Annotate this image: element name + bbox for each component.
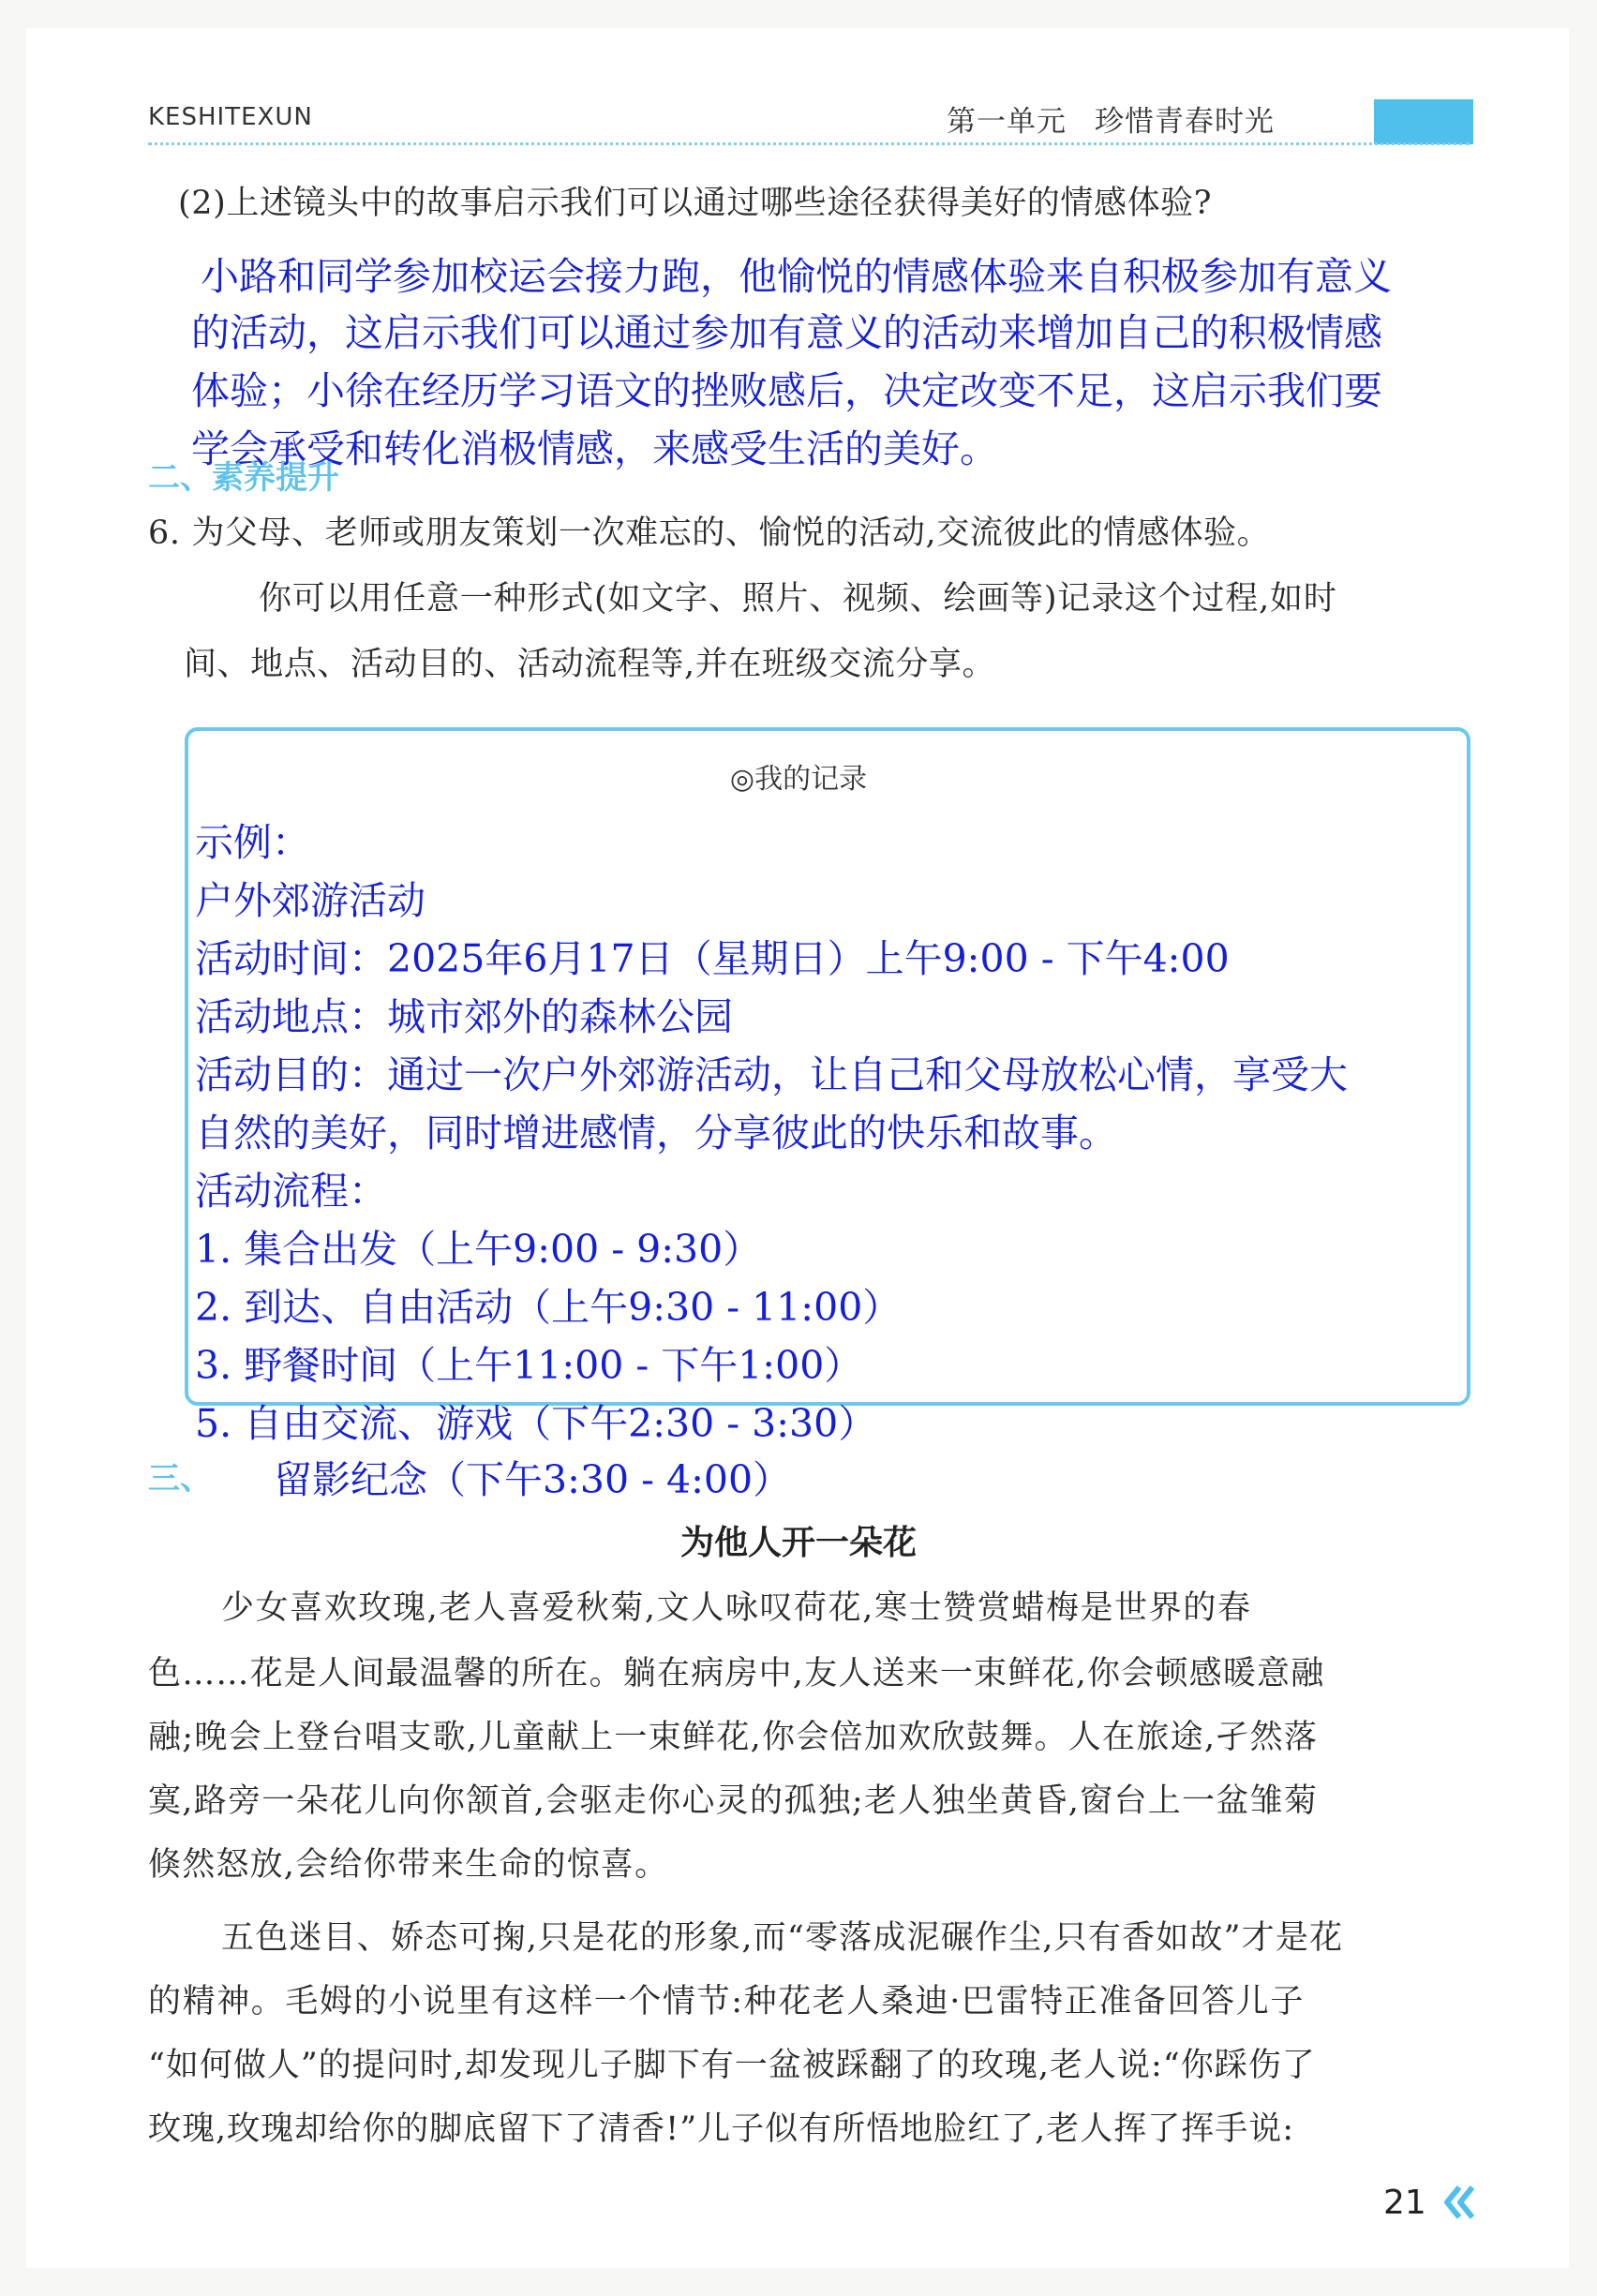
header-dotted-divider bbox=[148, 142, 1470, 145]
section-3-heading: 三、 bbox=[148, 1460, 212, 1498]
header-unit bbox=[947, 97, 1275, 140]
question-6-desc-line-2: 间、地点、活动目的、活动流程等,并在班级交流分享。 bbox=[184, 646, 996, 683]
article-p2-line-2: 的精神。毛姆的小说里有这样一个情节:种花老人桑迪·巴雷特正准备回答儿子 bbox=[148, 1983, 1305, 2020]
double-chevron-left-icon bbox=[1443, 2184, 1475, 2221]
record-line-12: 留影纪念（下午3:30 - 4:00） bbox=[274, 1457, 792, 1502]
question-2-text: (2)上述镜头中的故事启示我们可以通过哪些途径获得美好的情感体验? bbox=[178, 185, 1213, 222]
article-p1-line-5: 倏然怒放,会给你带来生命的惊喜。 bbox=[148, 1846, 669, 1884]
record-box-title: ◎我的记录 bbox=[729, 763, 868, 796]
header-unit-title: 珍惜青春时光 bbox=[1095, 105, 1275, 139]
article-p1-line-1: 少女喜欢玫瑰,老人喜爱秋菊,文人咏叹荷花,寒士赞赏蜡梅是世界的春 bbox=[221, 1589, 1252, 1627]
record-line-4: 活动地点：城市郊外的森林公园 bbox=[195, 994, 733, 1039]
article-p2-line-3: “如何做人”的提问时,却发现儿子脚下有一盆被踩翻了的玫瑰,老人说:“你踩伤了 bbox=[148, 2047, 1316, 2084]
header-series-name: KESHITEXUN bbox=[148, 103, 313, 131]
question-6-text: 6. 为父母、老师或朋友策划一次难忘的、愉悦的活动,交流彼此的情感体验。 bbox=[148, 514, 1271, 552]
record-line-2: 户外郊游活动 bbox=[195, 878, 425, 923]
record-line-10: 3. 野餐时间（上午11:00 - 下午1:00） bbox=[195, 1343, 863, 1388]
record-line-5: 活动目的：通过一次户外郊游活动，让自己和父母放松心情，享受大 bbox=[195, 1052, 1348, 1097]
answer-2-line-3: 体验；小徐在经历学习语文的挫败感后，决定改变不足，这启示我们要 bbox=[191, 368, 1382, 413]
article-title: 为他人开一朵花 bbox=[679, 1524, 917, 1562]
record-line-3: 活动时间：2025年6月17日（星期日）上午9:00 - 下午4:00 bbox=[195, 936, 1230, 981]
answer-2-line-2: 的活动，这启示我们可以通过参加有意义的活动来增加自己的积极情感 bbox=[191, 310, 1382, 355]
question-6-desc-line-1: 你可以用任意一种形式(如文字、照片、视频、绘画等)记录这个过程,如时 bbox=[259, 580, 1337, 618]
record-line-1: 示例： bbox=[195, 820, 310, 865]
record-line-11: 5. 自由交流、游戏（下午2:30 - 3:30） bbox=[195, 1401, 877, 1446]
answer-2-line-1: 小路和同学参加校运会接力跑，他愉悦的情感体验来自积极参加有意义 bbox=[201, 254, 1392, 299]
article-p1-line-2: 色……花是人间最温馨的所在。躺在病房中,友人送来一束鲜花,你会顿感暖意融 bbox=[148, 1655, 1325, 1692]
answer-2-line-4: 学会承受和转化消极情感，来感受生活的美好。 bbox=[191, 426, 998, 471]
header-accent-block bbox=[1374, 99, 1473, 144]
article-p2-line-1: 五色迷目、娇态可掬,只是花的形象,而“零落成泥碾作尘,只有香如故”才是花 bbox=[221, 1919, 1344, 1957]
record-line-6: 自然的美好，同时增进感情，分享彼此的快乐和故事。 bbox=[195, 1111, 1117, 1155]
article-p1-line-3: 融;晚会上登台唱支歌,儿童献上一束鲜花,你会倍加欢欣鼓舞。人在旅途,孑然落 bbox=[148, 1719, 1319, 1756]
article-p2-line-4: 玫瑰,玫瑰却给你的脚底留下了清香!”儿子似有所悟地脸红了,老人挥了挥手说: bbox=[148, 2110, 1295, 2148]
record-line-7: 活动流程： bbox=[195, 1169, 387, 1214]
header-unit-number: 第一单元 bbox=[947, 105, 1067, 139]
record-line-9: 2. 到达、自由活动（上午9:30 - 11:00） bbox=[195, 1285, 902, 1330]
section-2-heading: 二、素养提升 bbox=[148, 459, 339, 497]
article-p1-line-4: 寞,路旁一朵花儿向你颔首,会驱走你心灵的孤独;老人独坐黄昏,窗台上一盆雏菊 bbox=[148, 1782, 1319, 1820]
page-number: 21 bbox=[1383, 2184, 1426, 2222]
record-line-8: 1. 集合出发（上午9:00 - 9:30） bbox=[195, 1227, 762, 1272]
